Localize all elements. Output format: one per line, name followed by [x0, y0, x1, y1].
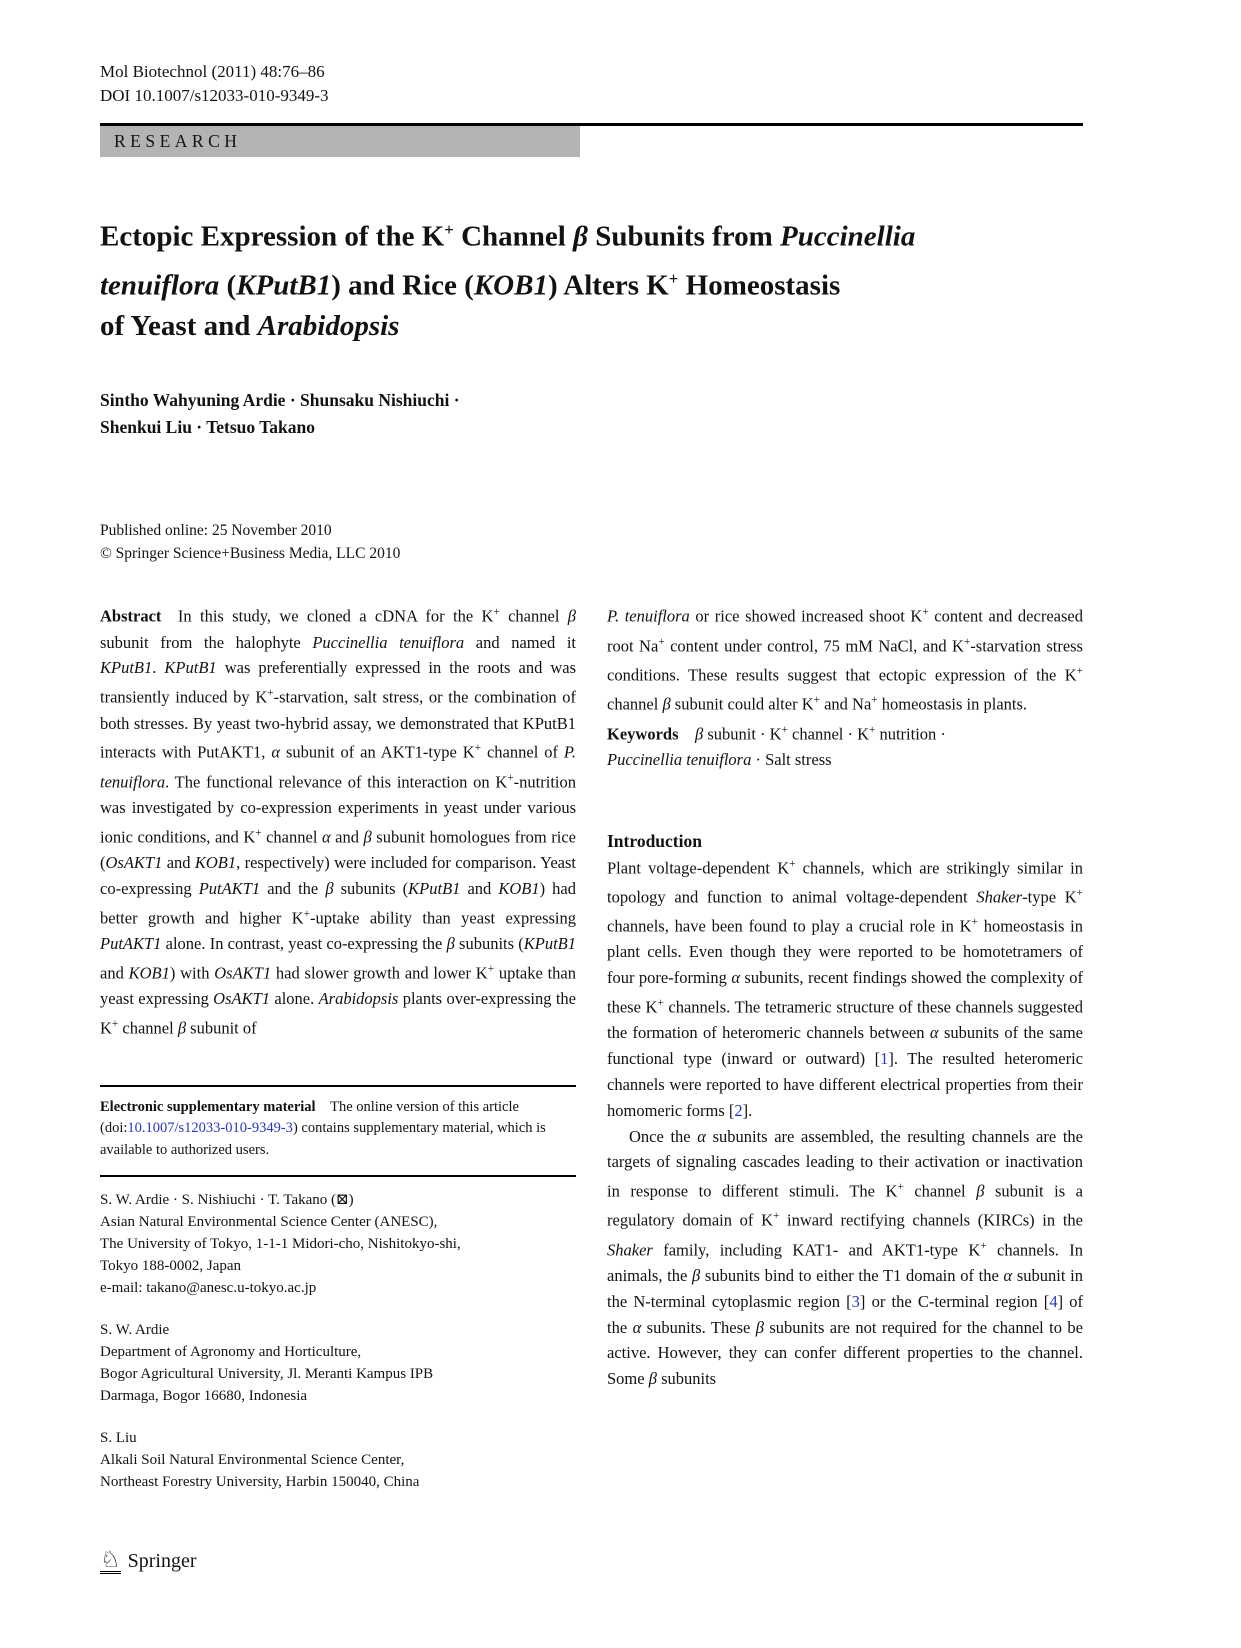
affiliation-divider — [100, 1175, 576, 1177]
publisher-footer — [100, 1548, 197, 1574]
intro-paragraph-1: Plant voltage-dependent K+ channels, which are strikingly similar in topology and function to animal voltage-dependent Shaker-type K+ channels, have been found to play a crucial role in K+ homeostasis in plant cells. Even though they were reported to be homotetramers of four pore-forming α subunits, recent findings showed the complexity of these K+ channels. The tetrameric structure of these channels suggested the formation of heteromeric channels between α subunits of the same functional type (inward or outward) [1]. The resulted heteromeric channels were reported to have different electrical properties from their homomeric forms [2]. — [607, 857, 1084, 1120]
section-banner — [100, 126, 580, 157]
right-column — [607, 600, 1083, 1512]
intro-paragraph-2: Once the α subunits are assembled, the resulting channels are the targets of signaling cascades leading to their activation or inactivation in response to different stimuli. The K+ channel β subunit is a regulatory domain of K+ inward rectifying channels (KIRCs) in the Shaker family, including KAT1- and AKT1-type K+ channels. In animals, the β subunits bind to either the T1 domain of the α subunit in the N-terminal cytoplasmic region [3] or the C-terminal region [4] of the α subunits. These β subunits are not required for the channel to be active. However, they can confer different properties to the channel. Some β subunits — [607, 1126, 1083, 1389]
affiliation-corresponding: S. W. Ardie · S. Nishiuchi · T. Takano (⊠) Asian Natural Environmental Science Center (ANESC), The University of Tokyo, 1-1-1 Midori-cho, Nishitokyo-shi, Tokyo 188-0002, Japan e-mail: takano@anesc.u-tokyo.ac.jp — [100, 1191, 461, 1296]
springer-horse-icon: ♘ — [100, 1547, 121, 1572]
abstract-paragraph-right: P. tenuiflora or rice showed increased shoot K+ content and decreased root Na+ content under control, 75 mM NaCl, and K+-starvation stress conditions. These results suggest that ectopic expression of the K+ channel β subunit could alter K+ and Na+ homeostasis in plants. — [607, 606, 1083, 714]
section-label: RESEARCH — [114, 131, 242, 151]
inline-link[interactable]: 10.1007/s12033-010-9349-3 — [127, 1120, 293, 1137]
publication-info — [100, 519, 1083, 565]
author-list: Sintho Wahyuning Ardie · Shunsaku Nishiuchi · Shenkui Liu · Tetsuo Takano — [100, 390, 460, 438]
affiliation-second: S. W. Ardie Department of Agronomy and Horticulture, Bogor Agricultural University, Jl. Meranti Kampus IPB Darmaga, Bogor 16680, Indonesia — [100, 1321, 434, 1404]
publisher-name: Springer — [127, 1549, 197, 1572]
introduction-heading: Introduction — [607, 830, 702, 851]
supplementary-material-note: Electronic supplementary material The online version of this article (doi:10.1007/s12033-010-9349-3) contains supplementary material, which is available to authorized users. — [100, 1098, 546, 1158]
affiliation-third: S. Liu Alkali Soil Natural Environmental Science Center, Northeast Forestry University, Harbin 150040, China — [100, 1429, 420, 1490]
journal-reference: Mol Biotechnol (2011) 48:76–86 — [100, 62, 325, 81]
two-column-body — [100, 600, 1083, 1512]
published-online: Published online: 25 November 2010 — [100, 522, 332, 540]
inline-link[interactable]: 3 — [851, 1291, 860, 1311]
inline-link[interactable]: 4 — [1049, 1291, 1058, 1311]
inline-link[interactable]: 2 — [734, 1100, 743, 1120]
keywords-line: Keywords β subunit · K+ channel · K+ nutrition · Puccinellia tenuiflora · Salt stress — [607, 723, 946, 769]
footnote-divider — [100, 1085, 576, 1087]
article-title: Ectopic Expression of the K+ Channel β Subunits from Puccinellia tenuiflora (KPutB1) and Rice (KOB1) Alters K+ Homeostasis of Yeast and Arabidopsis — [100, 220, 916, 343]
inline-link[interactable]: 1 — [880, 1049, 889, 1069]
doi-line: DOI 10.1007/s12033-010-9349-3 — [100, 86, 329, 105]
copyright-line: © Springer Science+Business Media, LLC 2010 — [100, 545, 401, 563]
left-column — [100, 600, 576, 1512]
journal-header — [100, 60, 1083, 108]
footnote-block — [100, 1085, 576, 1493]
abstract-paragraph-left: Abstract In this study, we cloned a cDNA for the K+ channel β subunit from the halophyte Puccinellia tenuiflora and named it KPutB1. KPutB1 was preferentially expressed in the roots and was transiently induced by K+-starvation, salt stress, or the combination of both stresses. By yeast two-hybrid assay, we demonstrated that KPutB1 interacts with PutAKT1, α subunit of an AKT1-type K+ channel of P. tenuiflora. The functional relevance of this interaction on K+-nutrition was investigated by co-expression experiments in yeast under various ionic conditions, and K+ channel α and β subunit homologues from rice (OsAKT1 and KOB1, respectively) were included for comparison. Yeast co-expressing PutAKT1 and the β subunits (KPutB1 and KOB1) had better growth and higher K+-uptake ability than yeast expressing PutAKT1 alone. In contrast, yeast co-expressing the β subunits (KPutB1 and KOB1) with OsAKT1 had slower growth and lower K+ uptake than yeast expressing OsAKT1 alone. Arabidopsis plants over-expressing the K+ channel β subunit of — [100, 606, 577, 1038]
